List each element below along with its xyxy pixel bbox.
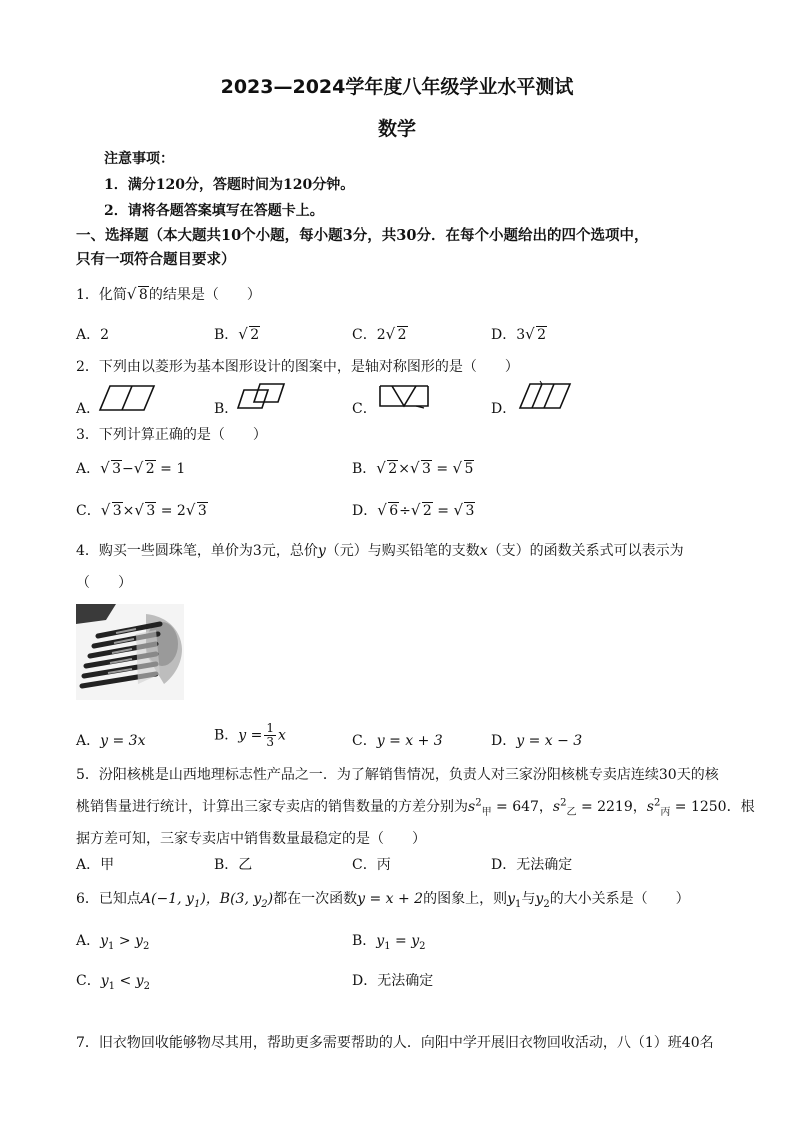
q2-figure-b xyxy=(236,382,288,412)
q5-option-a[interactable]: A．甲 xyxy=(76,857,115,873)
question-3-stem: 3．下列计算正确的是（ ） xyxy=(76,427,267,443)
notice-item-1: 1．满分120分，答题时间为120分钟。 xyxy=(104,177,355,193)
question-4-paren: （ ） xyxy=(76,575,132,591)
q4-option-a[interactable]: A．y = 3x xyxy=(76,733,146,749)
section-heading-line2: 只有一项符合题目要求） xyxy=(76,251,236,268)
q1-option-a[interactable]: A．2 xyxy=(76,327,110,343)
question-5-line3: 据方差可知，三家专卖店中销售数量最稳定的是（ ） xyxy=(76,831,426,847)
question-5-line2: 桃销售量进行统计，计算出三家专卖店的销售数量的方差分别为$s^2_甲 = 647$，$s^2_乙 = 2219$，$s^2_丙 = 1250$．根 xyxy=(76,797,755,818)
q4-option-c[interactable]: C．y = x + 3 xyxy=(352,733,443,749)
notice-heading: 注意事项： xyxy=(104,151,174,167)
q2-option-a[interactable]: A． xyxy=(76,401,101,417)
q2-option-b[interactable]: B． xyxy=(214,401,239,417)
q2-figure-c xyxy=(376,382,432,412)
question-7-stem: 7．旧衣物回收能够物尽其用，帮助更多需要帮助的人．向阳中学开展旧衣物回收活动，八（1）班40名 xyxy=(76,1035,714,1051)
subject-title: 数学 xyxy=(377,118,416,140)
q1-option-b[interactable]: B．√ 2 xyxy=(214,324,260,344)
q5-option-c[interactable]: C．丙 xyxy=(352,857,391,873)
q1-option-d[interactable]: D．3√ 2 xyxy=(491,324,547,344)
q6-option-a[interactable]: A．$y_1 > y_2$ xyxy=(76,933,150,952)
q6-option-d[interactable]: D．无法确定 xyxy=(352,973,434,989)
sqrt-8: √ 8 xyxy=(129,287,149,303)
fraction-one-third: $\frac{1}{3}$ xyxy=(266,721,275,749)
q3-option-d[interactable]: D．√ 6÷√ 2 = √ 3 xyxy=(352,500,475,520)
question-4-stem: 4．购买一些圆珠笔，单价为3元，总价y（元）与购买铅笔的支数x（支）的函数关系式可以表示为 xyxy=(76,543,684,559)
question-1-stem: 1．化简√ 8的结果是（ ） xyxy=(76,284,261,304)
q1-option-c[interactable]: C．2√ 2 xyxy=(352,324,408,344)
question-5-line1: 5．汾阳核桃是山西地理标志性产品之一．为了解销售情况，负责人对三家汾阳核桃专卖店连续30天的核 xyxy=(76,767,719,783)
q3-option-b[interactable]: B．√ 2×√ 3 = √ 5 xyxy=(352,458,474,478)
q6-option-c[interactable]: C．$y_1 < y_2$ xyxy=(76,973,150,992)
q2-figure-d xyxy=(518,380,572,412)
exam-title: 2023—2024学年度八年级学业水平测试 xyxy=(220,76,574,98)
q3-option-c[interactable]: C．√ 3×√ 3 = 2√ 3 xyxy=(76,500,208,520)
q4-option-d[interactable]: D．y = x − 3 xyxy=(491,733,583,749)
q5-option-b[interactable]: B．乙 xyxy=(214,857,253,873)
notice-item-2: 2．请将各题答案填写在答题卡上。 xyxy=(104,203,324,219)
q3-option-a[interactable]: A．√ 3−√ 2 = 1 xyxy=(76,458,185,478)
question-6-stem: 6．已知点A(−1, $y_1$)，B(3, $y_2$)都在一次函数y = x + 2的图象上，则$y_1$与$y_2$的大小关系是（ ） xyxy=(76,891,690,910)
q6-option-b[interactable]: B．$y_1 = y_2$ xyxy=(352,933,426,952)
section-heading-line1: 一、选择题（本大题共10个小题，每小题3分，共30分．在每个小题给出的四个选项中， xyxy=(76,227,649,244)
q2-option-c[interactable]: C． xyxy=(352,401,377,417)
q2-figure-a xyxy=(98,384,156,412)
q4-option-b[interactable]: B．y = $\frac{1}{3}$ x xyxy=(214,721,286,749)
q2-option-d[interactable]: D． xyxy=(491,401,517,417)
question-2-stem: 2．下列由以菱形为基本图形设计的图案中，是轴对称图形的是（ ） xyxy=(76,359,519,375)
q5-option-d[interactable]: D．无法确定 xyxy=(491,857,573,873)
pens-photo xyxy=(76,604,184,700)
